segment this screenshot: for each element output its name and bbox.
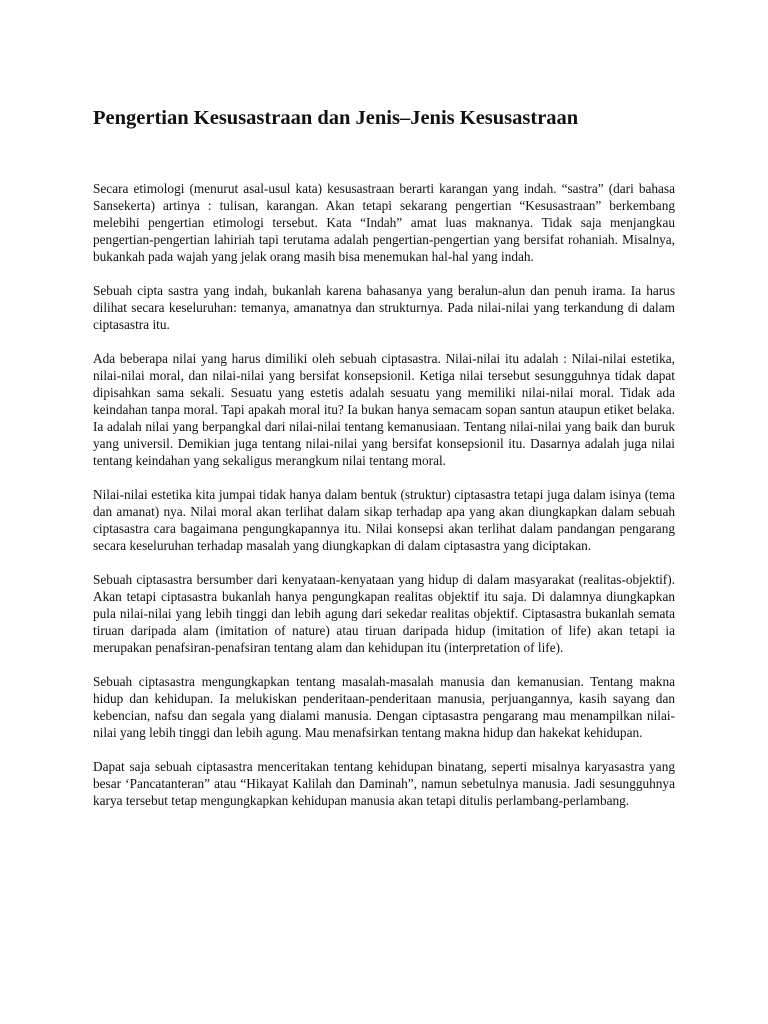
paragraph-cipta-sastra-indah: Sebuah cipta sastra yang indah, bukanlah karena bahasanya yang beralun-alun dan penuh irama. Ia harus dilihat secara keseluruhan: temanya, amanatnya dan strukturnya. Pada nilai-nilai yang terkandung di dalam ciptasastra itu. [93, 283, 675, 332]
document-body [93, 180, 675, 826]
document-title: Pengertian Kesusastraan dan Jenis–Jenis Kesusastraan [93, 107, 579, 129]
paragraph-nilai-estetika: Nilai-nilai estetika kita jumpai tidak hanya dalam bentuk (struktur) ciptasastra tetapi juga dalam isinya (tema dan amanat) nya. Nilai moral akan terlihat dalam sikap terhadap apa yang akan diungkapkan dalam sebuah ciptasastra cara bagaimana pengungkapannya itu. Nilai konsepsi akan terlihat dalam pandangan pengarang secara keseluruhan terhadap masalah yang diungkapkan di dalam ciptasastra yang diciptakan. [93, 487, 675, 553]
paragraph-kehidupan-binatang: Dapat saja sebuah ciptasastra menceritakan tentang kehidupan binatang, seperti misalnya karyasastra yang besar ‘Pancatanteran” atau “Hikayat Kalilah dan Daminah”, namun sebetulnya manusia. Jadi sesungguhnya karya tersebut tetap mengungkapkan kehidupan manusia akan tetapi ditulis perlambang-perlambang. [93, 759, 675, 808]
paragraph-realitas-objektif: Sebuah ciptasastra bersumber dari kenyataan-kenyataan yang hidup di dalam masyarakat (realitas-objektif). Akan tetapi ciptasastra bukanlah hanya pengungkapan realitas objektif itu saja. Di dalamnya diungkapkan pula nilai-nilai yang lebih tinggi dan lebih agung dari sekedar realitas objektif. Ciptasastra bukanlah semata tiruan daripada alam (imitation of nature) atau tiruan daripada hidup (imitation of life) akan tetapi ia merupakan penafsiran-penafsiran tentang alam dan kehidupan itu (interpretation of life). [93, 572, 675, 655]
paragraph-masalah-manusia: Sebuah ciptasastra mengungkapkan tentang masalah-masalah manusia dan kemanusian. Tentang makna hidup dan kehidupan. Ia melukiskan penderitaan-penderitaan manusia, perjuangannya, kasih sayang dan kebencian, nafsu dan segala yang dialami manusia. Dengan ciptasastra pengarang mau menampilkan nilai-nilai yang lebih tinggi dan lebih agung. Mau menafsirkan tentang makna hidup dan hakekat kehidupan. [93, 674, 675, 740]
paragraph-etimologi: Secara etimologi (menurut asal-usul kata) kesusastraan berarti karangan yang indah. “sastra” (dari bahasa Sansekerta) artinya : tulisan, karangan. Akan tetapi sekarang pengertian “Kesusastraan” berkembang melebihi pengertian etimologi tersebut. Kata “Indah” amat luas maknanya. Tidak saja menjangkau pengertian-pengertian lahiriah tapi terutama adalah pengertian-pengertian yang bersifat rohaniah. Misalnya, bukankah pada wajah yang jelak orang masih bisa menemukan hal-hal yang indah. [93, 181, 675, 264]
paragraph-nilai-ciptasastra: Ada beberapa nilai yang harus dimiliki oleh sebuah ciptasastra. Nilai-nilai itu adalah : Nilai-nilai estetika, nilai-nilai moral, dan nilai-nilai yang bersifat konsepsionil. Ketiga nilai tersebut sesungguhnya tidak dapat dipisahkan sama sekali. Sesuatu yang estetis adalah sesuatu yang memiliki nilai-nilai moral. Tidak ada keindahan tanpa moral. Tapi apakah moral itu? Ia bukan hanya semacam sopan santun ataupun etiket belaka. Ia adalah nilai yang berpangkal dari nilai-nilai tentang kemanusiaan. Tentang nilai-nilai yang baik dan buruk yang universil. Demikian juga tentang nilai-nilai yang bersifat konsepsionil itu. Dasarnya adalah juga nilai tentang keindahan yang sekaligus merangkum nilai tentang moral. [93, 351, 675, 468]
